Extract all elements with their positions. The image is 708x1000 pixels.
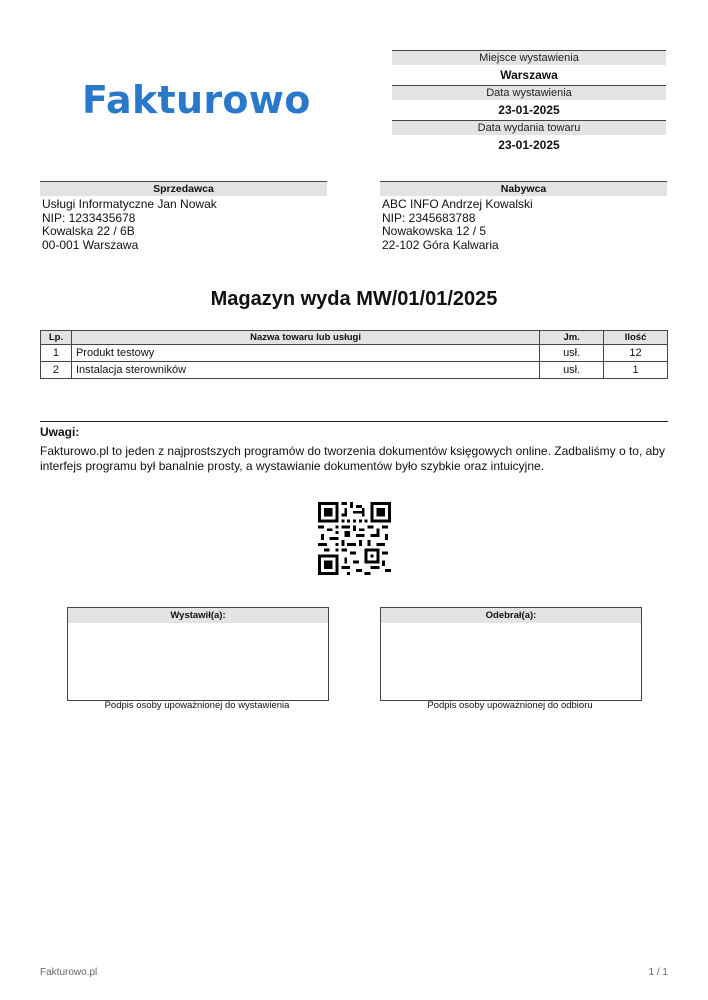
buyer-block <box>380 181 667 252</box>
issuer-header: Wystawił(a): <box>68 608 328 623</box>
cell-unit: usł. <box>540 362 604 379</box>
footer-page-number: 1 / 1 <box>648 967 668 978</box>
col-header-name: Nazwa towaru lub usługi <box>71 331 539 345</box>
issuer-caption: Podpis osoby upoważnionej do wystawienia <box>104 700 290 711</box>
table-header-row <box>41 331 668 345</box>
buyer-name: ABC INFO Andrzej Kowalski <box>382 197 533 211</box>
issue-date-value: 23-01-2025 <box>498 103 560 117</box>
cell-lp: 1 <box>41 345 72 362</box>
buyer-header: Nabywca <box>380 181 667 196</box>
buyer-street: Nowakowska 12 / 5 <box>382 224 487 239</box>
issue-date-label: Data wystawienia <box>392 85 666 100</box>
cell-qty: 1 <box>604 362 668 379</box>
cell-unit: usł. <box>540 345 604 362</box>
receiver-signature-box <box>380 607 642 701</box>
receiver-header: Odebrał(a): <box>381 608 641 623</box>
table-row <box>41 345 668 362</box>
footer-site: Fakturowo.pl <box>40 967 98 978</box>
seller-city: 00-001 Warszawa <box>42 237 139 252</box>
buyer-nip: NIP: 2345683788 <box>382 210 476 225</box>
notes-title: Uwagi: <box>40 425 80 439</box>
cell-name: Instalacja sterowników <box>71 362 539 379</box>
buyer-city: 22-102 Góra Kalwaria <box>382 237 499 252</box>
seller-block <box>40 181 327 252</box>
document-meta <box>392 50 666 155</box>
items-table <box>40 330 668 379</box>
seller-header: Sprzedawca <box>40 181 327 196</box>
seller-name: Usługi Informatyczne Jan Nowak <box>42 197 217 211</box>
brand-logo: Fakturowo <box>82 78 311 122</box>
cell-name: Produkt testowy <box>71 345 539 362</box>
issuer-signature-box <box>67 607 329 701</box>
place-value: Warszawa <box>500 68 558 82</box>
release-date-label: Data wydania towaru <box>392 120 666 135</box>
seller-street: Kowalska 22 / 6B <box>42 224 135 239</box>
qr-code-icon <box>318 502 391 575</box>
col-header-qty: Ilość <box>604 331 668 345</box>
cell-qty: 12 <box>604 345 668 362</box>
release-date-value: 23-01-2025 <box>498 138 560 152</box>
notes-divider <box>40 421 668 422</box>
table-row <box>41 362 668 379</box>
seller-nip: NIP: 1233435678 <box>42 210 136 225</box>
receiver-caption: Podpis osoby upoważnionej do odbioru <box>427 700 593 711</box>
document-title: Magazyn wyda MW/01/01/2025 <box>210 288 498 310</box>
col-header-unit: Jm. <box>540 331 604 345</box>
notes-text: Fakturowo.pl to jeden z najprostszych programów do tworzenia dokumentów księgowych online. Zadbaliśmy o to, aby interfejs programu był banalnie prosty, a wystawianie dokumentów było szybkie oraz intuicyjne. <box>40 444 665 473</box>
col-header-lp: Lp. <box>41 331 72 345</box>
cell-lp: 2 <box>41 362 72 379</box>
place-label: Miejsce wystawienia <box>392 50 666 65</box>
